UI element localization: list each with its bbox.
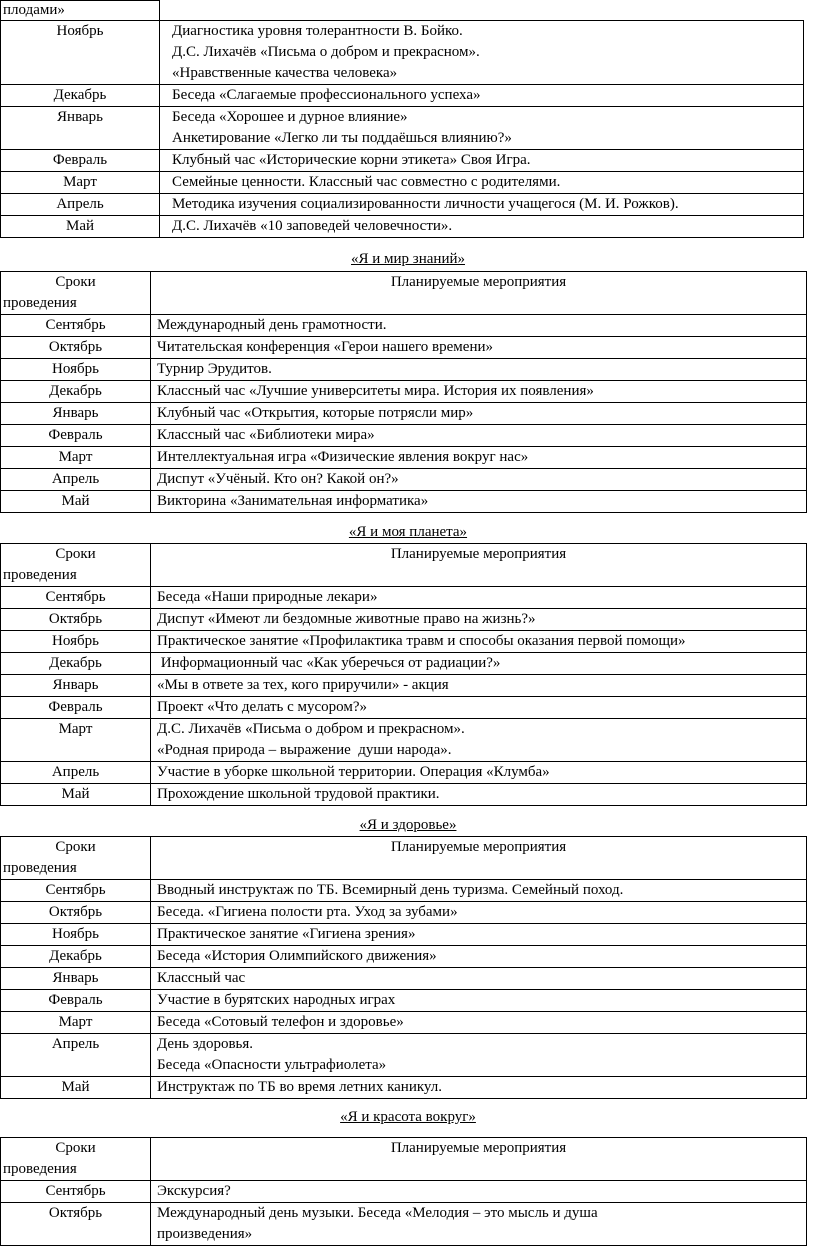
activity-cell [151,762,807,784]
month-cell: Май [1,1077,151,1099]
activity-line: Клубный час «Исторические корни этикета» Своя Игра. [172,152,531,168]
month-cell: Октябрь [1,902,151,924]
activity-line: «Родная природа – выражение души народа». [157,742,452,758]
header-period-line: Сроки [55,839,96,855]
activity-line: Беседа «Хорошее и дурное влияние» [172,109,408,125]
table-row [1,697,807,719]
month-cell: Октябрь [1,337,151,359]
activity-line: Д.С. Лихачёв «Письма о добром и прекрасном». [157,721,465,737]
section-title-planet: «Я и моя планета» [348,524,468,540]
table-row [1,946,807,968]
activity-cell [151,447,807,469]
activity-cell [160,172,804,194]
activity-line: Классный час [157,970,246,986]
month-cell: Ноябрь [1,631,151,653]
activity-cell [151,902,807,924]
table-row [1,21,804,85]
activity-cell [151,1077,807,1099]
activity-cell [151,784,807,806]
table-row [1,609,807,631]
activity-cell [151,1203,807,1246]
month-cell: Май [1,216,160,238]
header-activities: Планируемые мероприятия [151,1138,807,1181]
month-cell: Январь [1,675,151,697]
activity-cell [151,653,807,675]
table-row [1,1034,807,1077]
header-period [1,544,151,587]
activity-cell [151,1034,807,1077]
table-row [1,1077,807,1099]
table-row [1,359,807,381]
activity-cell [151,403,807,425]
activity-line: «Нравственные качества человека» [172,65,398,81]
header-period-line: проведения [3,295,77,311]
month-cell: Февраль [1,990,151,1012]
month-cell: Октябрь [1,609,151,631]
activity-cell [151,425,807,447]
table-row [1,337,807,359]
activity-line: Интеллектуальная игра «Физические явления вокруг нас» [157,449,529,465]
table-row [1,587,807,609]
activity-line: Экскурсия? [157,1183,231,1199]
header-activities: Планируемые мероприятия [151,544,807,587]
activity-line: Диагностика уровня толерантности В. Бойко. [172,23,463,39]
month-cell: Декабрь [1,85,160,107]
activity-line: Участие в уборке школьной территории. Операция «Клумба» [157,764,550,780]
table-row [1,675,807,697]
activity-line: Беседа «Опасности ультрафиолета» [157,1057,387,1073]
activity-line: Беседа. «Гигиена полости рта. Уход за зубами» [157,904,458,920]
top-table [0,0,804,238]
activity-cell [151,990,807,1012]
table-row [1,107,804,150]
table-row [1,447,807,469]
month-cell: Декабрь [1,653,151,675]
header-row [1,1138,807,1181]
activity-line: Беседа «Наши природные лекари» [157,589,378,605]
activity-cell [151,337,807,359]
top-table-body [1,21,804,238]
activity-line: День здоровья. [157,1036,254,1052]
activity-line: Читательская конференция «Герои нашего времени» [157,339,493,355]
table-row [1,150,804,172]
activity-line: Турнир Эрудитов. [157,361,272,377]
header-row [1,837,807,880]
header-period-line: проведения [3,1161,77,1177]
month-cell: Сентябрь [1,587,151,609]
table-row [1,85,804,107]
month-cell: Ноябрь [1,924,151,946]
table-row [1,968,807,990]
activity-cell [151,587,807,609]
month-cell: Октябрь [1,1203,151,1246]
activity-line: Семейные ценности. Классный час совместно с родителями. [172,174,561,190]
section-table-health [0,836,807,1099]
month-cell: Май [1,491,151,513]
activity-cell [151,675,807,697]
header-period-line: Сроки [55,546,96,562]
header-period-line: проведения [3,567,77,583]
month-cell: Сентябрь [1,880,151,902]
table-row [1,194,804,216]
section-title-beauty: «Я и красота вокруг» [340,1109,476,1125]
section-table-beauty [0,1137,807,1246]
activity-line: Клубный час «Открытия, которые потрясли мир» [157,405,474,421]
header-period [1,272,151,315]
activity-line: Д.С. Лихачёв «10 заповедей человечности». [172,218,453,234]
activity-line: «Мы в ответе за тех, кого приручили» - акция [157,677,449,693]
month-cell: Март [1,447,151,469]
activity-line: Беседа «Сотовый телефон и здоровье» [157,1014,404,1030]
header-period [1,837,151,880]
activity-cell [151,697,807,719]
month-cell: Апрель [1,1034,151,1077]
activity-line: Международный день грамотности. [157,317,387,333]
activity-cell [151,359,807,381]
activity-line: Диспут «Учёный. Кто он? Какой он?» [157,471,399,487]
header-activities: Планируемые мероприятия [151,272,807,315]
activity-cell [151,924,807,946]
activity-line: Беседа «История Олимпийского движения» [157,948,437,964]
header-period [1,1138,151,1181]
table-row [1,491,807,513]
month-cell: Декабрь [1,381,151,403]
section-title-health: «Я и здоровье» [359,817,457,833]
activity-cell [160,21,804,85]
activity-cell [151,880,807,902]
table-row [1,403,807,425]
table-row [1,719,807,762]
activity-line: Методика изучения социализированности личности учащегося (М. И. Рожков). [172,196,679,212]
header-period-line: Сроки [55,1140,96,1156]
month-cell: Февраль [1,150,160,172]
header-period-line: Сроки [55,274,96,290]
table-row [1,902,807,924]
month-cell: Декабрь [1,946,151,968]
activity-cell [160,216,804,238]
table-row [1,172,804,194]
table-row [1,653,807,675]
activity-cell [160,150,804,172]
activity-cell [151,1181,807,1203]
activity-cell [151,946,807,968]
header-activities: Планируемые мероприятия [151,837,807,880]
activity-line: Д.С. Лихачёв «Письма о добром и прекрасном». [172,44,480,60]
activity-line: Участие в бурятских народных играх [157,992,396,1008]
activity-cell [151,381,807,403]
table-row [1,762,807,784]
month-cell: Апрель [1,469,151,491]
section-title-knowledge: «Я и мир знаний» [351,251,465,267]
month-cell: Февраль [1,697,151,719]
activity-cell [151,609,807,631]
activity-line: Проект «Что делать с мусором?» [157,699,368,715]
top-cell [1,1,160,21]
table-row [1,1181,807,1203]
table-row [1,469,807,491]
activity-line: Викторина «Занимательная информатика» [157,493,429,509]
header-period-line: проведения [3,860,77,876]
activity-cell [151,631,807,653]
activity-line: Беседа «Слагаемые профессионального успеха» [172,87,481,103]
activity-line: Классный час «Библиотеки мира» [157,427,375,443]
month-cell: Январь [1,107,160,150]
header-row [1,544,807,587]
empty-cell [160,1,804,21]
activity-cell [151,719,807,762]
table-row [1,1012,807,1034]
activity-line: Практическое занятие «Профилактика травм и способы оказания первой помощи» [157,633,686,649]
header-row [1,272,807,315]
month-cell: Апрель [1,762,151,784]
section-table-planet [0,543,807,806]
month-cell: Ноябрь [1,21,160,85]
table-row [1,216,804,238]
activity-line: Информационный час «Как уберечься от радиации?» [157,655,501,671]
month-cell: Январь [1,403,151,425]
activity-cell [151,1012,807,1034]
top-cell-text: плодами» [3,2,65,18]
month-cell: Ноябрь [1,359,151,381]
month-cell: Март [1,172,160,194]
activity-line: Вводный инструктаж по ТБ. Всемирный день туризма. Семейный поход. [157,882,624,898]
table-row [1,784,807,806]
activity-cell [160,107,804,150]
month-cell: Март [1,719,151,762]
month-cell: Сентябрь [1,315,151,337]
activity-cell [160,85,804,107]
month-cell: Март [1,1012,151,1034]
activity-cell [151,968,807,990]
month-cell: Май [1,784,151,806]
activity-line: Практическое занятие «Гигиена зрения» [157,926,416,942]
table-row [1,425,807,447]
activity-line: Международный день музыки. Беседа «Мелодия – это мысль и душа [157,1205,598,1221]
table-row [1,631,807,653]
table-row [1,990,807,1012]
table-row [1,880,807,902]
activity-cell [151,491,807,513]
month-cell: Январь [1,968,151,990]
month-cell: Сентябрь [1,1181,151,1203]
activity-cell [151,469,807,491]
month-cell: Февраль [1,425,151,447]
activity-line: Прохождение школьной трудовой практики. [157,786,440,802]
activity-line: Анкетирование «Легко ли ты поддаёшься влиянию?» [172,130,512,146]
activity-line: Классный час «Лучшие университеты мира. История их появления» [157,383,594,399]
section-table-knowledge [0,271,807,513]
month-cell: Апрель [1,194,160,216]
activity-line: произведения» [157,1226,253,1242]
activity-line: Инструктаж по ТБ во время летних каникул. [157,1079,442,1095]
table-row [1,315,807,337]
table-row [1,381,807,403]
table-row [1,1203,807,1246]
activity-line: Диспут «Имеют ли бездомные животные право на жизнь?» [157,611,536,627]
activity-cell [160,194,804,216]
table-row [1,924,807,946]
activity-cell [151,315,807,337]
